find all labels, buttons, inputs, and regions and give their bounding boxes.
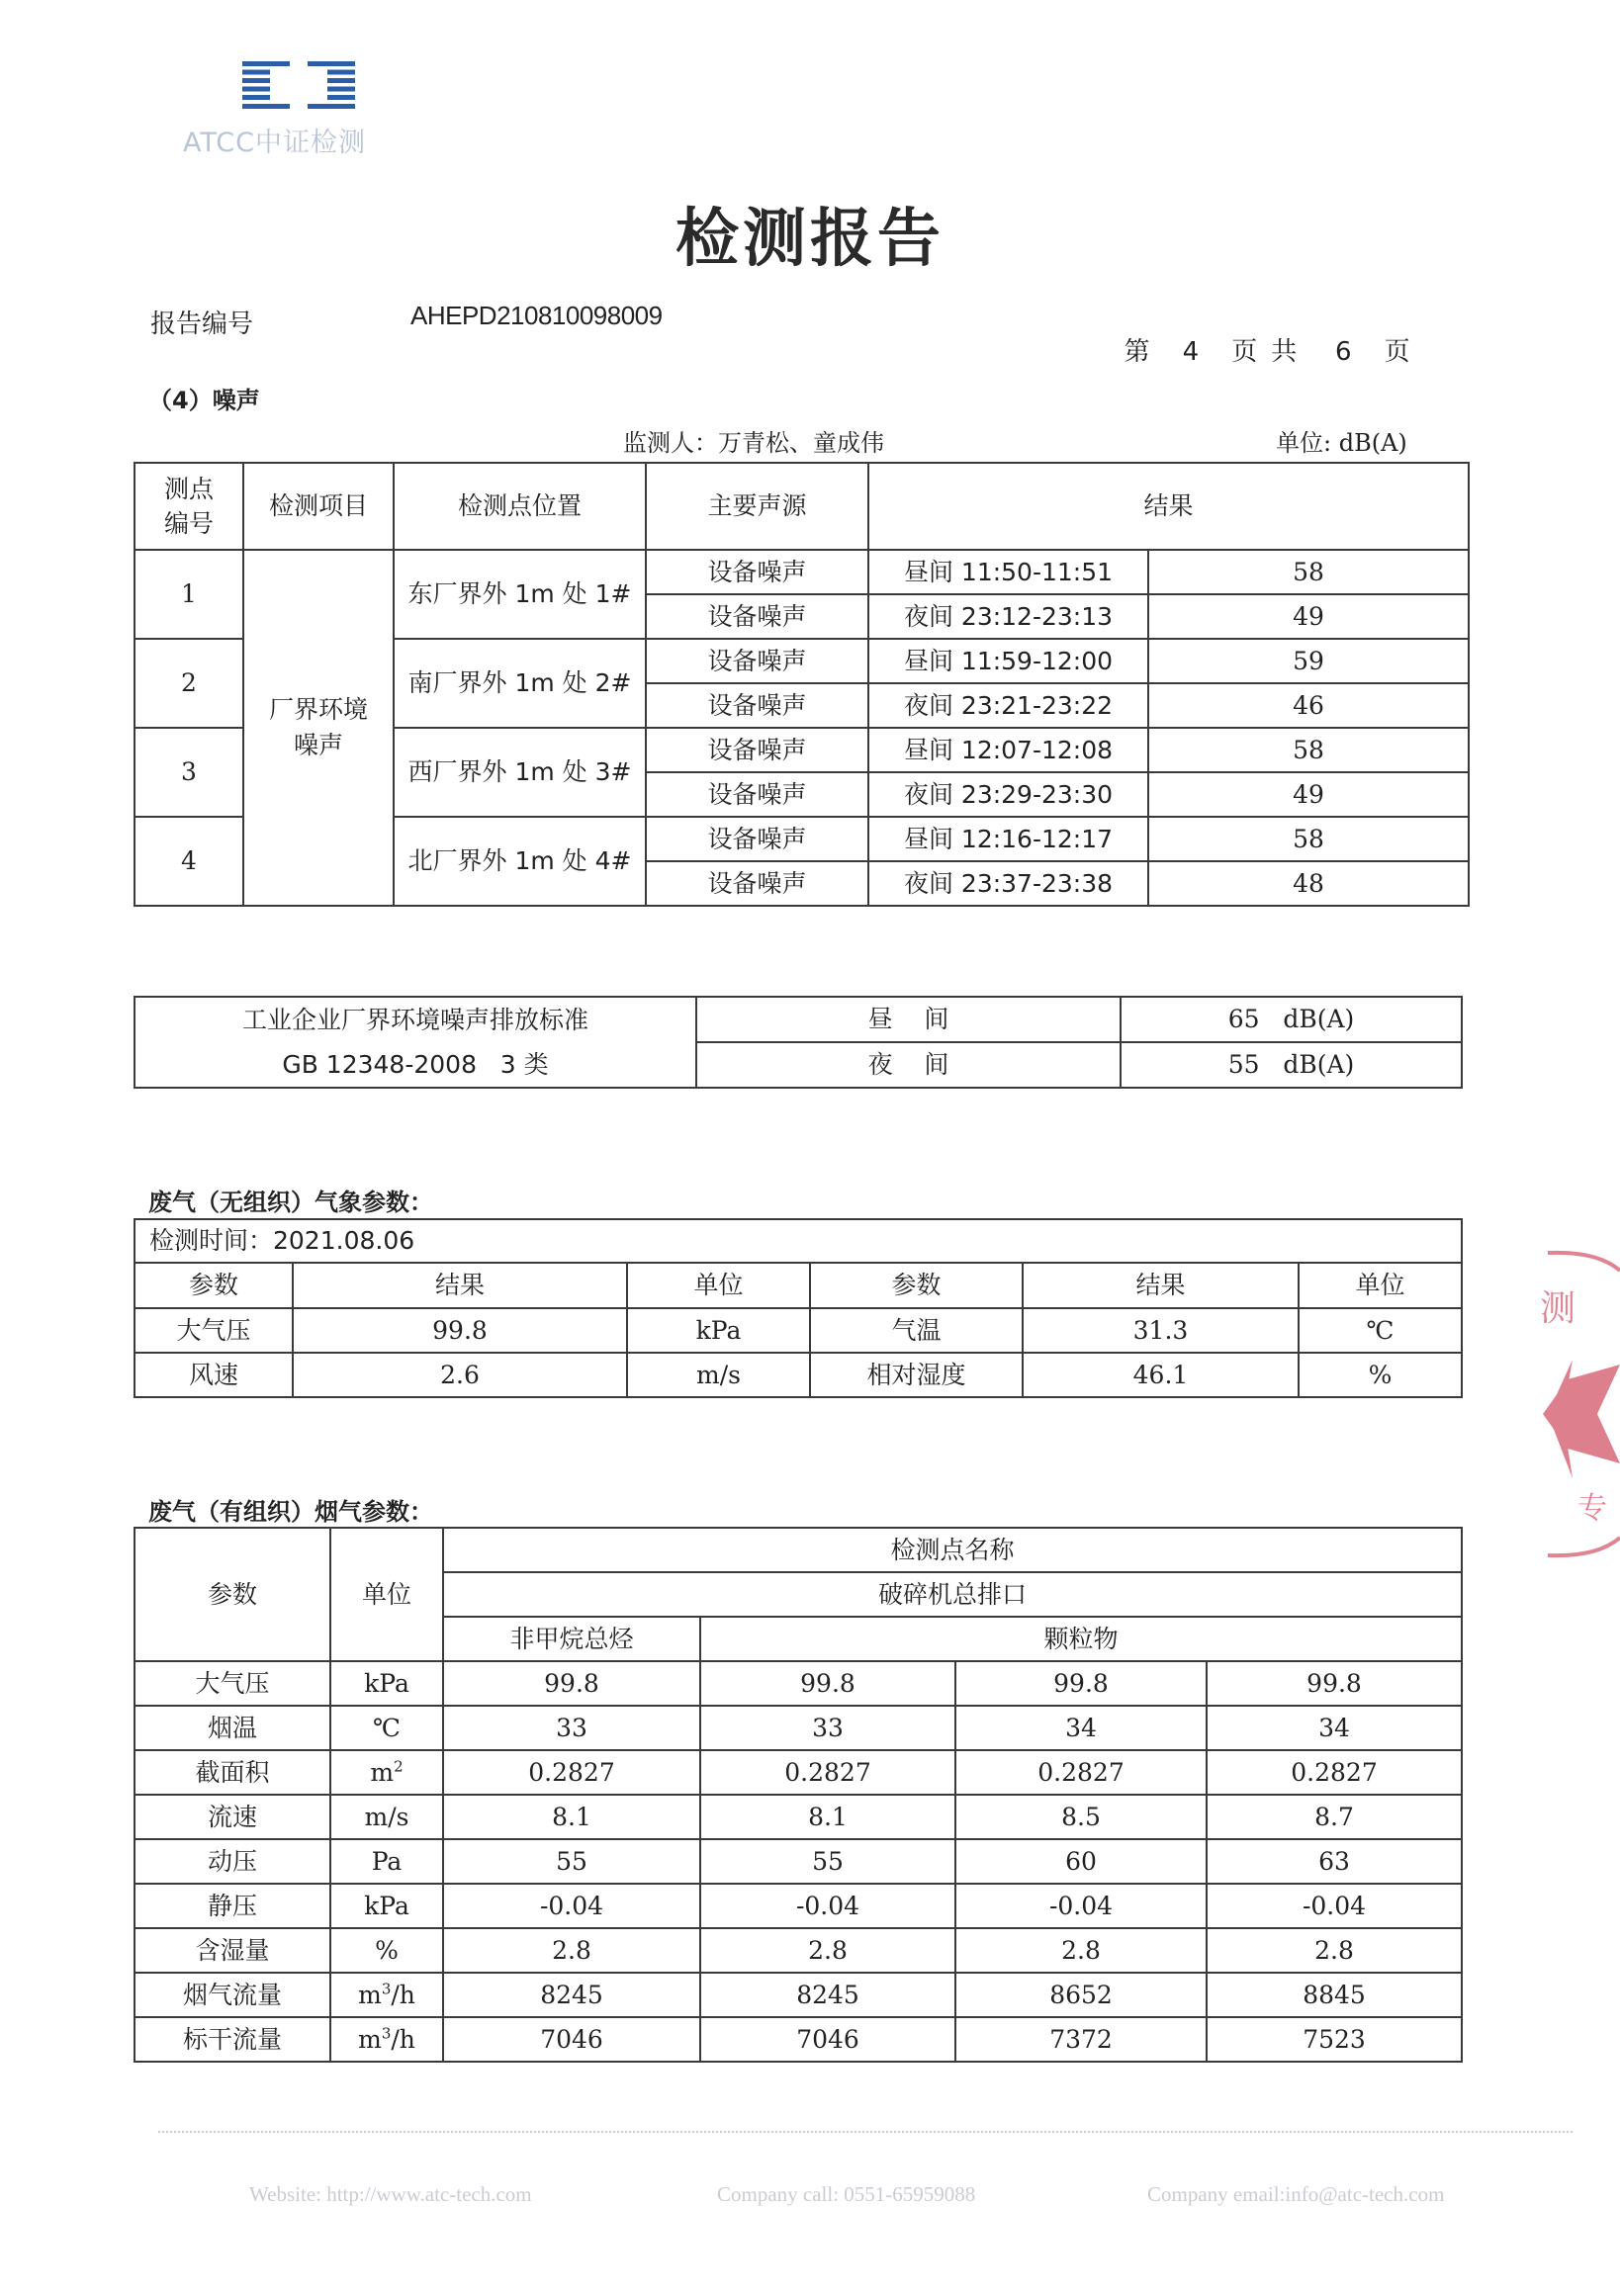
flue-value: 99.8: [955, 1661, 1207, 1706]
flue-row: [135, 1795, 1462, 1839]
measure-period: 昼间 11:50-11:51: [868, 550, 1148, 594]
point-number: 4: [135, 817, 243, 906]
noise-table: [134, 462, 1470, 907]
flue-value: 0.2827: [955, 1750, 1207, 1795]
flue-row: [135, 2017, 1462, 2062]
flue-unit: [330, 1973, 443, 2017]
flue-value: 7046: [443, 2017, 700, 2062]
unit-base: kPa: [364, 1891, 409, 1920]
standard-limit-night: 55 dB(A): [1121, 1042, 1462, 1088]
header-location: 检测点位置: [394, 463, 646, 550]
unit-exponent: 3: [381, 1980, 392, 1998]
unit-base: %: [375, 1935, 399, 1965]
noise-source: 设备噪声: [646, 772, 868, 817]
flue-row: [135, 1661, 1462, 1706]
noise-section-title: （4）噪声: [148, 387, 260, 414]
flue-value: 63: [1207, 1839, 1462, 1884]
noise-header-row: [135, 463, 1469, 550]
flue-unit: [330, 1661, 443, 1706]
meteo-cell: 气温: [810, 1308, 1023, 1353]
flue-value: 34: [955, 1706, 1207, 1750]
flue-value: 55: [443, 1839, 700, 1884]
measure-period: 昼间 12:16-12:17: [868, 817, 1148, 861]
meteo-cell: 31.3: [1023, 1308, 1299, 1353]
flue-value: 55: [700, 1839, 955, 1884]
flue-value: 8.1: [443, 1795, 700, 1839]
flue-value: 0.2827: [1207, 1750, 1462, 1795]
flue-value: 8.7: [1207, 1795, 1462, 1839]
measure-period: 夜间 23:37-23:38: [868, 861, 1148, 906]
measure-period: 昼间 12:07-12:08: [868, 728, 1148, 772]
flue-row: [135, 1706, 1462, 1750]
flue-value: 0.2827: [700, 1750, 955, 1795]
footer-phone: Company call: 0551-65959088: [717, 2182, 976, 2206]
standard-limit-day: 65 dB(A): [1121, 997, 1462, 1042]
document-title: 检测报告: [675, 203, 945, 276]
meteo-row: [135, 1308, 1462, 1353]
meteo-table: [134, 1218, 1463, 1398]
page-mid: 页共: [1231, 337, 1311, 367]
flue-table: [134, 1527, 1463, 2063]
flue-value: 8245: [700, 1973, 955, 2017]
point-number: 1: [135, 550, 243, 639]
unit-tail: /h: [391, 1980, 415, 2009]
measure-period: 昼间 11:59-12:00: [868, 639, 1148, 683]
flue-value: 99.8: [1207, 1661, 1462, 1706]
standard-name-line2: GB 12348-2008 3 类: [282, 1050, 549, 1079]
noise-value: 59: [1148, 639, 1469, 683]
flue-value: -0.04: [955, 1884, 1207, 1928]
meteo-cell: 99.8: [293, 1308, 627, 1353]
page-indicator: [1108, 302, 1410, 368]
svg-text:测: 测: [1540, 1288, 1576, 1329]
meteo-time: 检测时间：2021.08.06: [135, 1219, 1462, 1263]
report-number: AHEPD210810098009: [410, 301, 663, 330]
meteo-cell: %: [1299, 1353, 1462, 1397]
page-suffix: 页: [1384, 337, 1410, 367]
noise-unit: 单位: dB(A): [1276, 429, 1407, 457]
unit-base: m: [358, 2024, 382, 2054]
header-point-no: 测点编号: [135, 463, 243, 550]
flue-value: 34: [1207, 1706, 1462, 1750]
flue-value: 2.8: [700, 1928, 955, 1973]
unit-base: m: [358, 1980, 382, 2009]
point-location: 西厂界外 1m 处 3#: [394, 728, 646, 817]
point-number: 3: [135, 728, 243, 817]
meteo-cell: 风速: [135, 1353, 293, 1397]
flue-value: 2.8: [443, 1928, 700, 1973]
flue-value: -0.04: [1207, 1884, 1462, 1928]
svg-text:专: 专: [1577, 1491, 1607, 1526]
standard-name: [135, 997, 696, 1088]
unit-base: ℃: [373, 1713, 401, 1742]
meteo-header-cell: 结果: [1023, 1263, 1299, 1308]
noise-source: 设备噪声: [646, 728, 868, 772]
flue-value: 8845: [1207, 1973, 1462, 2017]
noise-value: 48: [1148, 861, 1469, 906]
flue-value: 33: [443, 1706, 700, 1750]
company-logo-text: ATCC中证检测: [183, 128, 366, 158]
flue-value: 8245: [443, 1973, 700, 2017]
header-item: 检测项目: [243, 463, 394, 550]
noise-value: 46: [1148, 683, 1469, 728]
flue-row: [135, 1884, 1462, 1928]
flue-header-point: 破碎机总排口: [443, 1572, 1462, 1617]
official-seal-stamp: [1528, 1241, 1620, 1567]
flue-header-unit: 单位: [330, 1528, 443, 1661]
flue-param: 流速: [135, 1795, 330, 1839]
flue-param: 烟气流量: [135, 1973, 330, 2017]
page-current: 4: [1182, 337, 1200, 367]
measure-period: 夜间 23:21-23:22: [868, 683, 1148, 728]
flue-row: [135, 1928, 1462, 1973]
flue-param: 截面积: [135, 1750, 330, 1795]
report-number-label: 报告编号: [150, 309, 254, 339]
unit-base: m: [370, 1757, 395, 1787]
flue-unit: [330, 1706, 443, 1750]
footer-website: Website: http://www.atc-tech.com: [249, 2182, 532, 2206]
flue-value: 7372: [955, 2017, 1207, 2062]
flue-param: 烟温: [135, 1706, 330, 1750]
flue-value: 99.8: [443, 1661, 700, 1706]
noise-source: 设备噪声: [646, 683, 868, 728]
flue-unit: [330, 1928, 443, 1973]
noise-value: 49: [1148, 594, 1469, 639]
meteo-cell: 46.1: [1023, 1353, 1299, 1397]
flue-param: 标干流量: [135, 2017, 330, 2062]
measure-period: 夜间 23:12-23:13: [868, 594, 1148, 639]
unit-base: kPa: [364, 1668, 409, 1698]
test-item-label: 厂界环境噪声: [268, 694, 368, 759]
footer-divider: [158, 2131, 1573, 2133]
page-total: 6: [1335, 337, 1352, 367]
flue-value: 7523: [1207, 2017, 1462, 2062]
noise-source: 设备噪声: [646, 594, 868, 639]
noise-source: 设备噪声: [646, 861, 868, 906]
noise-value: 58: [1148, 817, 1469, 861]
noise-source: 设备噪声: [646, 550, 868, 594]
flue-header-nmhc: 非甲烷总烃: [443, 1617, 700, 1661]
flue-value: 60: [955, 1839, 1207, 1884]
meteo-cell: kPa: [627, 1308, 810, 1353]
flue-unit: [330, 1884, 443, 1928]
point-location: 东厂界外 1m 处 1#: [394, 550, 646, 639]
test-item: [243, 550, 394, 906]
point-number: 2: [135, 639, 243, 728]
noise-row: [135, 550, 1469, 594]
flue-section-title: 废气（有组织）烟气参数：: [148, 1498, 433, 1526]
noise-value: 49: [1148, 772, 1469, 817]
meteo-header-cell: 单位: [1299, 1263, 1462, 1308]
noise-value: 58: [1148, 728, 1469, 772]
monitors: 监测人：万青松、童成伟: [623, 429, 884, 457]
meteo-cell: m/s: [627, 1353, 810, 1397]
noise-source: 设备噪声: [646, 639, 868, 683]
flue-value: 0.2827: [443, 1750, 700, 1795]
flue-value: -0.04: [700, 1884, 955, 1928]
flue-value: 8.1: [700, 1795, 955, 1839]
company-logo-icon: [242, 61, 361, 109]
unit-base: m/s: [364, 1802, 409, 1831]
header-source: 主要声源: [646, 463, 868, 550]
meteo-header-cell: 参数: [135, 1263, 293, 1308]
measure-period: 夜间 23:29-23:30: [868, 772, 1148, 817]
unit-exponent: 3: [381, 2024, 392, 2043]
meteo-cell: 2.6: [293, 1353, 627, 1397]
flue-value: 8.5: [955, 1795, 1207, 1839]
unit-exponent: 2: [394, 1757, 404, 1776]
flue-value: 33: [700, 1706, 955, 1750]
flue-param: 大气压: [135, 1661, 330, 1706]
meteo-section-title: 废气（无组织）气象参数：: [148, 1189, 433, 1216]
noise-value: 58: [1148, 550, 1469, 594]
meteo-header-cell: 结果: [293, 1263, 627, 1308]
standard-period-day: 昼 间: [696, 997, 1121, 1042]
meteo-header-cell: 参数: [810, 1263, 1023, 1308]
meteo-cell: 相对湿度: [810, 1353, 1023, 1397]
flue-value: -0.04: [443, 1884, 700, 1928]
flue-header-point-name: 检测点名称: [443, 1528, 1462, 1572]
header-result: 结果: [868, 463, 1469, 550]
footer-email: Company email:info@atc-tech.com: [1147, 2182, 1445, 2206]
flue-unit: [330, 1750, 443, 1795]
flue-value: 8652: [955, 1973, 1207, 2017]
unit-tail: /h: [391, 2024, 415, 2054]
flue-value: 99.8: [700, 1661, 955, 1706]
point-location: 北厂界外 1m 处 4#: [394, 817, 646, 906]
flue-unit: [330, 2017, 443, 2062]
flue-value: 7046: [700, 2017, 955, 2062]
flue-unit: [330, 1795, 443, 1839]
flue-row: [135, 1973, 1462, 2017]
flue-row: [135, 1839, 1462, 1884]
standard-period-night: 夜 间: [696, 1042, 1121, 1088]
point-location: 南厂界外 1m 处 2#: [394, 639, 646, 728]
flue-header-param: 参数: [135, 1528, 330, 1661]
meteo-row: [135, 1353, 1462, 1397]
unit-base: Pa: [371, 1846, 403, 1876]
standard-table: [134, 996, 1463, 1089]
flue-unit: [330, 1839, 443, 1884]
meteo-cell: ℃: [1299, 1308, 1462, 1353]
standard-name-line1: 工业企业厂界环境噪声排放标准: [241, 1006, 588, 1034]
meteo-header-row: [135, 1263, 1462, 1308]
flue-param: 含湿量: [135, 1928, 330, 1973]
flue-value: 2.8: [1207, 1928, 1462, 1973]
flue-param: 动压: [135, 1839, 330, 1884]
meteo-cell: 大气压: [135, 1308, 293, 1353]
noise-source: 设备噪声: [646, 817, 868, 861]
page-prefix: 第: [1124, 337, 1150, 367]
flue-row: [135, 1750, 1462, 1795]
flue-header-particulate: 颗粒物: [700, 1617, 1462, 1661]
meteo-header-cell: 单位: [627, 1263, 810, 1308]
flue-value: 2.8: [955, 1928, 1207, 1973]
flue-param: 静压: [135, 1884, 330, 1928]
